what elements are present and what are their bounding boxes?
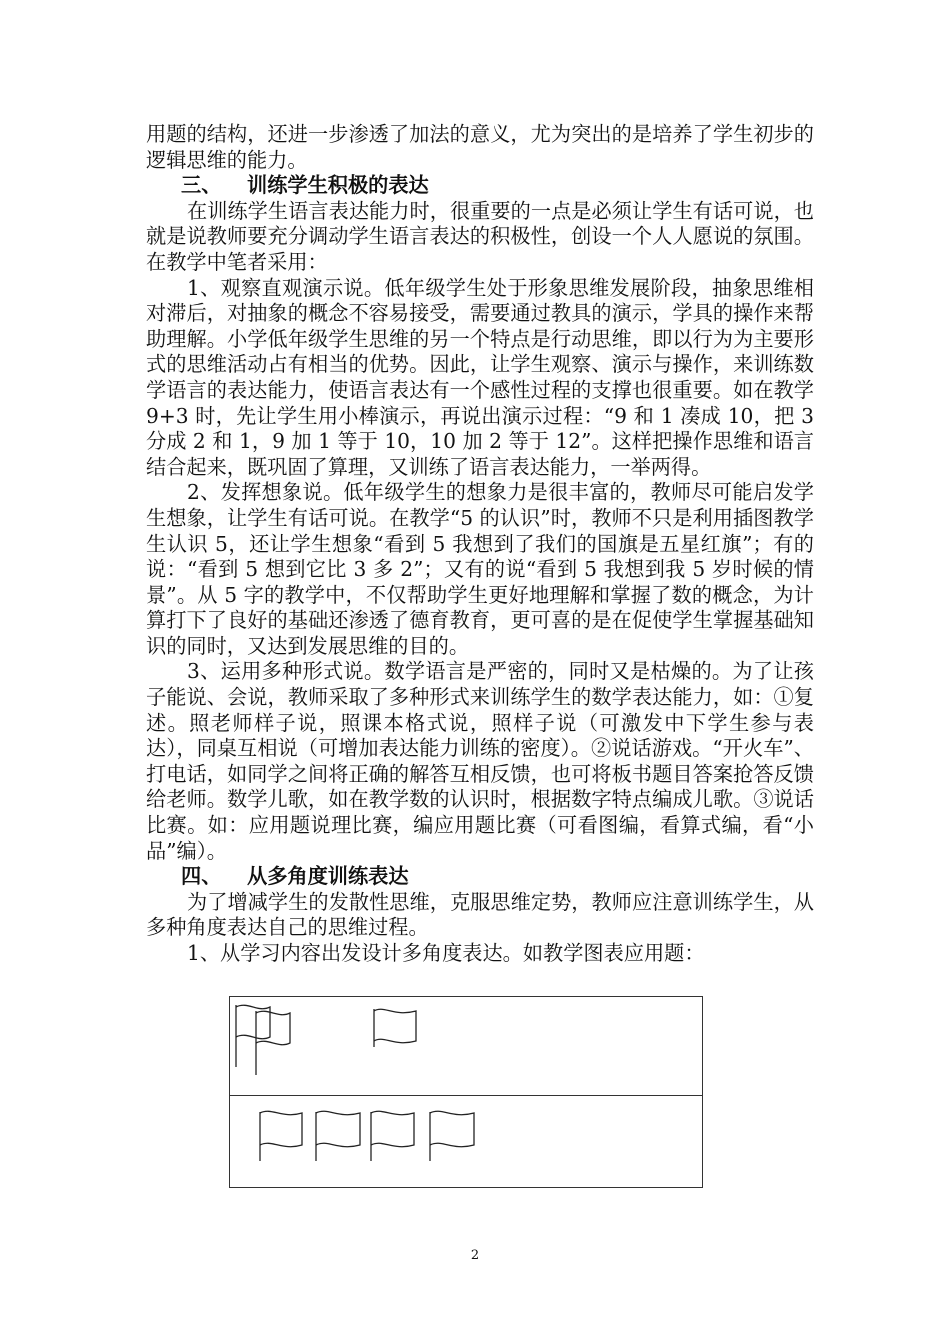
section-number: 四、 <box>181 864 222 889</box>
paragraph-5: 3、运用多种形式说。数学语言是严密的，同时又是枯燥的。为了让孩子能说、会说，教师采取了多种形式来训练学生的数学表达能力，如：①复述。照老师样子说，照课本格式说，照样子说（可激发中下学生参与表达），同桌互相说（可增加表达能力训练的密度）。②说话游戏。“开火车”、打电话，如同学之间将正确的解答互相反馈，也可将板书题目答案抢答反馈给老师。数学儿歌，如在教学数的认识时，根据数字特点编成儿歌。③说话比赛。如：应用题说理比赛，编应用题比赛（可看图编，看算式编，看“小品”编）。 <box>146 659 814 863</box>
paragraph-1: 用题的结构，还进一步渗透了加法的意义，尤为突出的是培养了学生初步的逻辑思维的能力。 <box>146 122 814 172</box>
section-heading-4 <box>146 864 814 890</box>
section-title: 训练学生积极的表达 <box>247 173 429 198</box>
flag-icon <box>430 1111 474 1161</box>
section-title: 从多角度训练表达 <box>247 864 409 889</box>
paragraph-3: 1、观察直观演示说。低年级学生处于形象思维发展阶段，抽象思维相对滞后，对抽象的概念不容易接受，需要通过教具的演示，学具的操作来帮助理解。小学低年级学生思维的另一个特点是行动思维，即以行为为主要形式的思维活动占有相当的优势。因此，让学生观察、演示与操作，来训练数学语言的表达能力，使语言表达有一个感性过程的支撑也很重要。如在教学 9+3 时，先让学生用小棒演示，再说出演示过程：“9 和 1 凑成 10，把 3 分成 2 和 1，9 加 1 等于 10，10 加 2 等于 12”。这样把操作思维和语言结合起来，既巩固了算理，又训练了语言表达能力，一举两得。 <box>146 275 814 479</box>
paragraph-4: 2、发挥想象说。低年级学生的想象力是很丰富的，教师尽可能启发学生想象，让学生有话可说。在教学“5 的认识”时，教师不只是利用插图教学生认识 5，还让学生想象“看到 5 我想到了我们的国旗是五星红旗”；有的说：“看到 5 想到它比 3 多 2”；又有的说“看到 5 我想到我 5 岁时候的情景”。从 5 字的教学中，不仅帮助学生更好地理解和掌握了数的概念，为计算打下了良好的基础还渗透了德育教育，更可喜的是在促使学生掌握基础知识的同时，又达到发展思维的目的。 <box>146 480 814 658</box>
paragraph-2: 在训练学生语言表达能力时，很重要的一点是必须让学生有话可说，也就是说教师要充分调动学生语言表达的积极性，创设一个人人愿说的氛围。在教学中笔者采用： <box>146 198 814 274</box>
paragraph-7: 1、从学习内容出发设计多角度表达。如教学图表应用题： <box>187 941 705 965</box>
flag-icon <box>316 1111 360 1161</box>
section-heading-3 <box>146 173 814 199</box>
flag-icon <box>256 1011 290 1075</box>
body-text <box>146 122 814 967</box>
paragraph-6: 为了增减学生的发散性思维，克服思维定势，教师应注意训练学生，从多种角度表达自己的思维过程。 <box>146 889 814 940</box>
flag-figure <box>229 996 703 1188</box>
flag-drawing <box>230 997 704 1189</box>
flag-icon <box>374 1009 416 1047</box>
section-number: 三、 <box>181 173 222 198</box>
flag-icon <box>236 1005 270 1067</box>
flag-icon <box>371 1111 414 1161</box>
flag-icon <box>260 1111 302 1161</box>
page-number: 2 <box>470 1248 480 1263</box>
